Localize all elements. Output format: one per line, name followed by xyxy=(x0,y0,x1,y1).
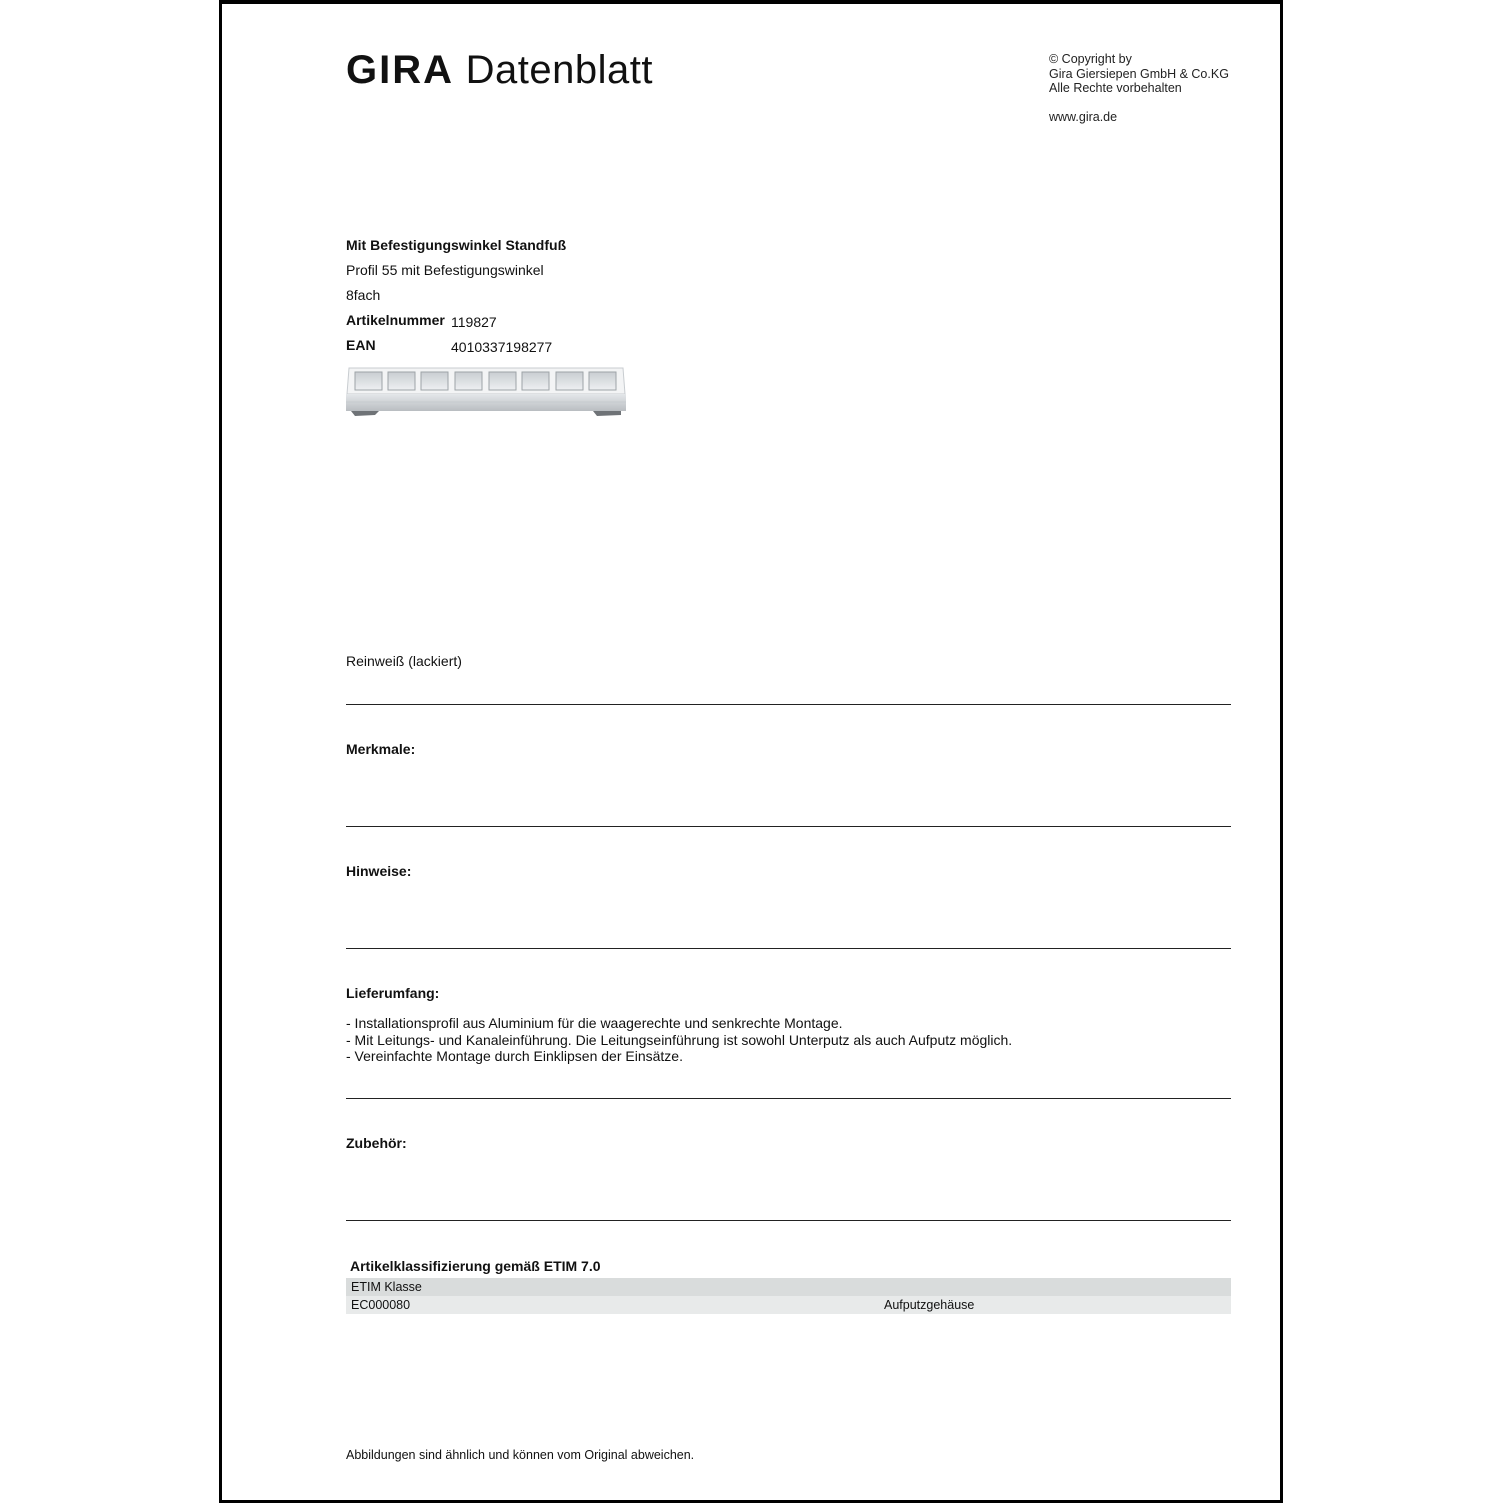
installation-profile-icon xyxy=(345,366,627,420)
product-subtitle: Profil 55 mit Befestigungswinkel xyxy=(346,262,544,278)
delivery-heading: Lieferumfang: xyxy=(346,985,440,1001)
document-title: Datenblatt xyxy=(465,48,653,92)
color-finish: Reinweiß (lackiert) xyxy=(346,653,462,669)
copyright-line: Gira Giersiepen GmbH & Co.KG xyxy=(1049,66,1229,81)
ean-label: EAN xyxy=(346,337,376,353)
divider xyxy=(346,826,1231,827)
etim-title: Artikelklassifizierung gemäß ETIM 7.0 xyxy=(350,1258,601,1274)
article-number-label: Artikelnummer xyxy=(346,312,445,328)
gira-logo xyxy=(346,46,653,94)
copyright-line: © Copyright by xyxy=(1049,52,1132,66)
etim-table xyxy=(346,1278,1231,1314)
disclaimer: Abbildungen sind ähnlich und können vom Original abweichen. xyxy=(346,1448,695,1462)
delivery-item: - Vereinfachte Montage durch Einklipsen der Einsätze. xyxy=(346,1048,683,1064)
notes-heading: Hinweise: xyxy=(346,863,412,879)
product-image xyxy=(345,366,627,420)
copyright-line: Alle Rechte vorbehalten xyxy=(1049,81,1182,95)
product-variant: 8fach xyxy=(346,287,381,303)
etim-class-name: Aufputzgehäuse xyxy=(884,1298,975,1312)
website-link[interactable]: www.gira.de xyxy=(1049,109,1118,124)
features-heading: Merkmale: xyxy=(346,741,416,757)
delivery-item: - Installationsprofil aus Aluminium für die waagerechte und senkrechte Montage. xyxy=(346,1015,843,1031)
etim-class-code: EC000080 xyxy=(351,1298,411,1312)
delivery-list xyxy=(346,1015,1012,1065)
brand-name: GIRA xyxy=(346,48,454,92)
product-title: Mit Befestigungswinkel Standfuß xyxy=(346,237,567,253)
table-row xyxy=(346,1296,1231,1314)
delivery-item: - Mit Leitungs- und Kanaleinführung. Die Leitungseinführung ist sowohl Unterputz als auch Aufputz möglich. xyxy=(346,1031,1013,1048)
etim-header-label: ETIM Klasse xyxy=(351,1280,422,1294)
copyright-block xyxy=(1049,52,1229,124)
divider xyxy=(346,948,1231,949)
divider xyxy=(346,704,1231,705)
etim-header-row xyxy=(346,1278,1231,1296)
datasheet-page xyxy=(219,0,1283,1503)
ean-value: 4010337198277 xyxy=(451,339,553,355)
accessories-heading: Zubehör: xyxy=(346,1135,407,1151)
divider xyxy=(346,1220,1231,1221)
divider xyxy=(346,1098,1231,1099)
article-number-value: 119827 xyxy=(451,314,497,330)
